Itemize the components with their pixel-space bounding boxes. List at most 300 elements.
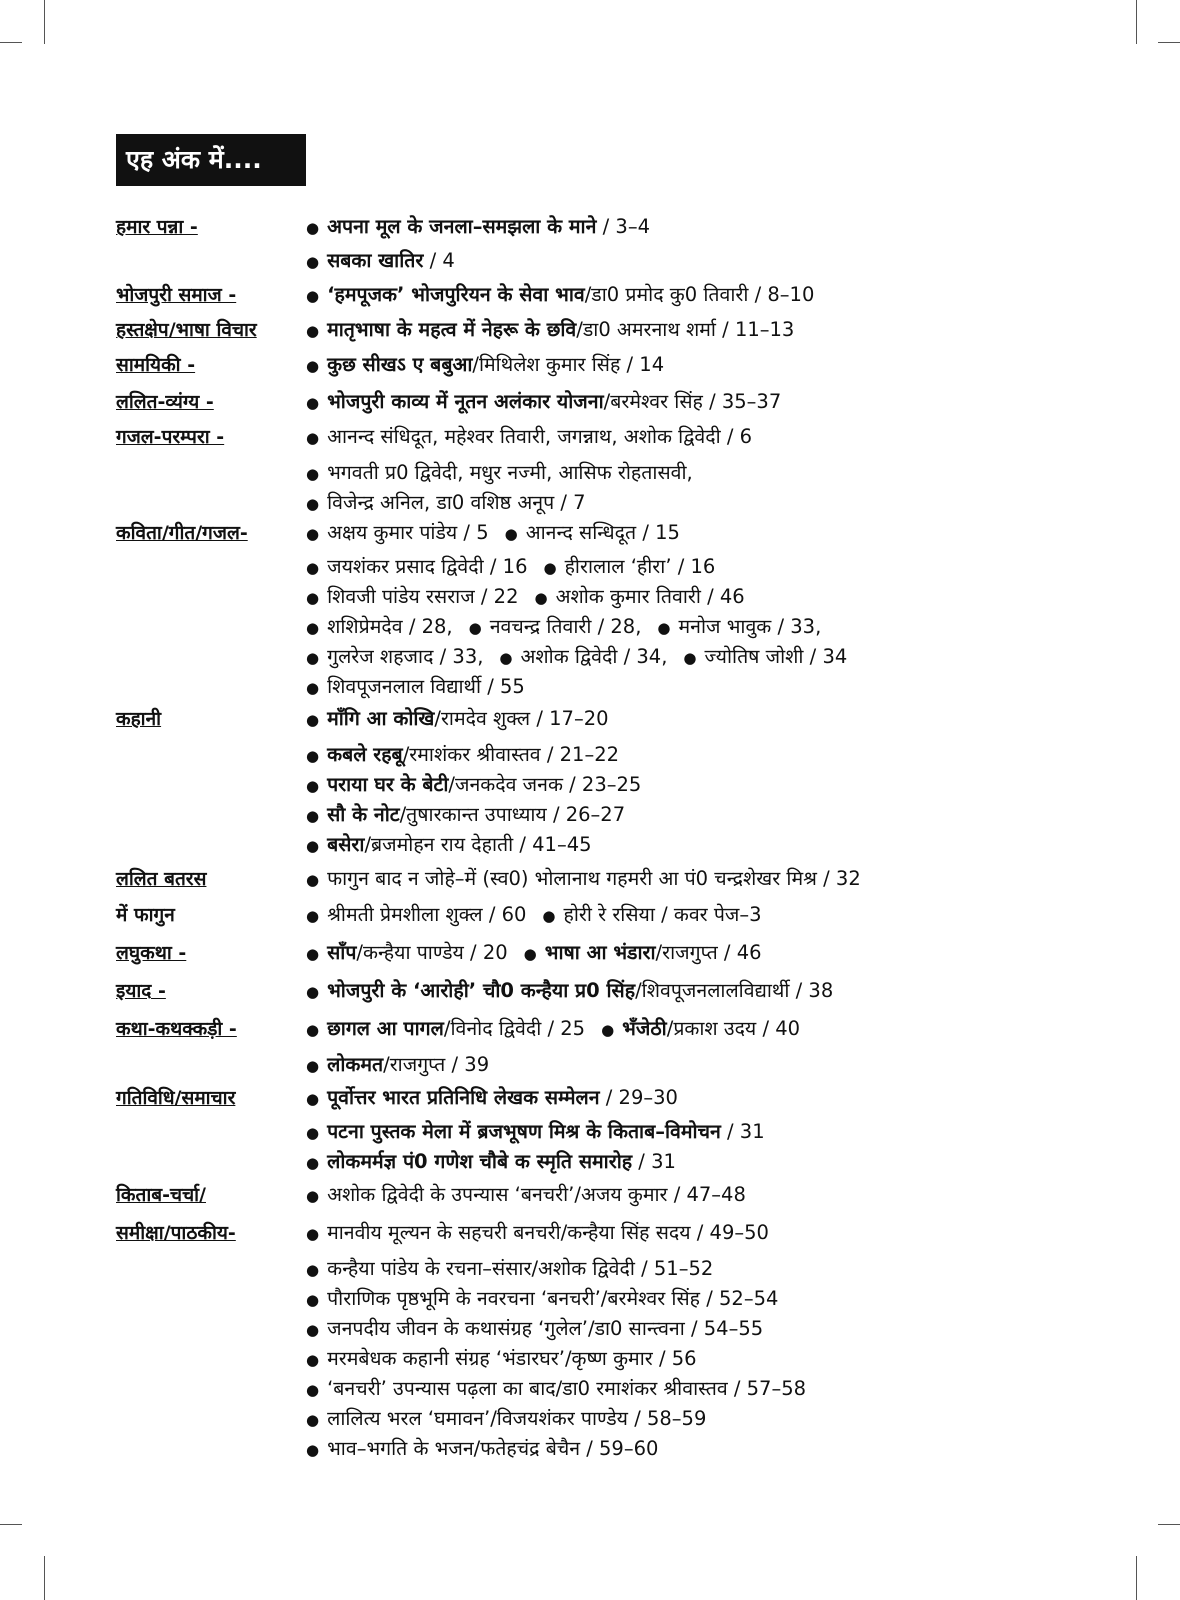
separator: / <box>356 941 363 964</box>
toc-row <box>0 1404 1180 1434</box>
separator: / <box>771 615 791 638</box>
separator: / <box>635 979 642 1002</box>
bullet-icon: ● <box>306 679 320 697</box>
bullet-icon: ● <box>306 1441 320 1459</box>
entry-title: शशिप्रेमदेव <box>327 615 403 638</box>
separator: / <box>591 615 611 638</box>
bullet-icon: ● <box>306 559 320 577</box>
bullet-icon: ● <box>306 357 320 375</box>
entry-pages: 16 <box>690 555 716 578</box>
entry-title: साँप <box>327 941 357 964</box>
entry-title: भँजेठी <box>622 1017 667 1040</box>
entry-author: फतेहचंद्र बेचैन <box>480 1437 581 1460</box>
toc-entries <box>306 976 833 1007</box>
toc-row <box>0 612 1180 642</box>
entry-title: कुछ सीखऽ ए बबुआ <box>327 353 473 376</box>
entry-pages: 31 <box>739 1120 765 1143</box>
entry-pages: 56 <box>671 1347 697 1370</box>
separator: / <box>700 1287 719 1310</box>
toc-entries <box>306 1314 763 1345</box>
entry-title: श्रीमती प्रेमशीला शुक्ल <box>327 903 483 926</box>
toc-row <box>0 1083 1180 1113</box>
entry-title: पूर्वोत्तर भारत प्रतिनिधि लेखक सम्मेलन <box>327 1086 600 1109</box>
bullet-icon: ● <box>306 1225 320 1243</box>
separator: / <box>402 743 410 766</box>
separator: / <box>463 941 483 964</box>
entry-title: सबका खातिर <box>327 249 424 272</box>
entry-author: बरमेश्वर सिंह <box>607 1287 701 1310</box>
separator: / <box>443 1017 451 1040</box>
bullet-icon: ● <box>601 1021 615 1039</box>
toc-entries <box>306 938 762 969</box>
toc-entry <box>527 555 715 578</box>
entry-author: विनोद द्विवेदी <box>450 1017 542 1040</box>
bullet-icon: ● <box>306 429 320 447</box>
bullet-icon: ● <box>306 1261 320 1279</box>
bullet-icon: ● <box>657 619 671 637</box>
bullet-icon: ● <box>306 945 320 963</box>
bullet-icon: ● <box>306 1057 320 1075</box>
separator: / <box>562 773 582 796</box>
entry-author: रामदेव शुक्ल <box>440 707 531 730</box>
section-category: भोजपुरी समाज - <box>116 284 237 306</box>
toc-entries <box>306 315 794 346</box>
bullet-icon: ● <box>306 394 320 412</box>
entry-author: तुषारकान्त उपाध्याय <box>406 803 547 826</box>
entry-pages: 14 <box>639 353 665 376</box>
toc-entry <box>306 425 752 448</box>
toc-row <box>0 672 1180 702</box>
entry-pages: 32 <box>835 867 861 890</box>
toc-entry <box>585 1017 800 1040</box>
toc-entries <box>306 387 781 418</box>
separator: / <box>690 1221 710 1244</box>
toc-entries <box>306 612 821 643</box>
entry-title: भगवती प्र0 द्विवेदी, मधुर नज्मी, आसिफ रोहतासवी, <box>327 461 693 484</box>
entry-title: फागुन बाद न जोहे–में (स्व0) भोलानाथ गहमरी आ पं0 चन्द्रशेखर मिश्र <box>327 867 817 890</box>
entry-pages: 46 <box>736 941 762 964</box>
toc-row <box>0 246 1180 276</box>
toc-entry <box>306 585 518 608</box>
entry-pages: 31 <box>651 1150 676 1173</box>
separator: / <box>717 941 737 964</box>
entry-pages: 33, <box>790 615 822 638</box>
separator: / <box>816 867 836 890</box>
toc-entry <box>306 1221 769 1244</box>
separator: / <box>667 1183 687 1206</box>
toc-entry <box>306 1183 746 1206</box>
toc-row <box>0 582 1180 612</box>
separator: / <box>402 615 422 638</box>
entry-pages: 3–4 <box>615 215 650 238</box>
entry-author: अशोक द्विवेदी <box>538 1257 635 1280</box>
toc-row <box>0 1014 1180 1044</box>
bullet-icon: ● <box>306 871 320 889</box>
toc-entry <box>306 941 508 964</box>
bullet-icon: ● <box>306 465 320 483</box>
separator: / <box>584 283 592 306</box>
toc-entries <box>306 350 664 381</box>
toc-entries <box>306 800 625 831</box>
toc-entries <box>306 422 752 453</box>
entry-title: हीरालाल ‘हीरा’ <box>564 555 672 578</box>
entry-title: ज्योतिष जोशी <box>704 645 804 668</box>
toc-row <box>0 900 1180 930</box>
bullet-icon: ● <box>306 1187 320 1205</box>
entry-author: डा0 प्रमोद कु0 तिवारी <box>591 283 749 306</box>
entry-pages: 5 <box>476 521 489 544</box>
entry-pages: 17–20 <box>549 707 609 730</box>
bullet-icon: ● <box>306 1381 320 1399</box>
toc-row <box>0 830 1180 860</box>
toc-entry <box>306 645 483 668</box>
section-category: कविता/गीत/गजल- <box>116 522 248 544</box>
entry-pages: 23–25 <box>581 773 642 796</box>
toc-row <box>0 422 1180 452</box>
toc-entries <box>306 1050 489 1081</box>
toc-entry <box>306 353 664 376</box>
entry-title: नवचन्द्र तिवारी <box>489 615 592 638</box>
bullet-icon: ● <box>306 1021 320 1039</box>
bullet-icon: ● <box>306 1154 320 1172</box>
separator: / <box>789 979 809 1002</box>
separator: / <box>700 585 720 608</box>
toc-entry <box>306 707 609 730</box>
entry-title: भाव–भगति के भजन <box>327 1437 474 1460</box>
toc-entry <box>306 833 592 856</box>
entry-author: डा0 सान्त्वना <box>594 1317 685 1340</box>
toc-entry <box>306 521 489 544</box>
entry-author: डा0 अमरनाथ शर्मा <box>582 318 716 341</box>
toc-entry <box>306 1257 713 1280</box>
entry-pages: 52–54 <box>719 1287 779 1310</box>
toc-entry <box>526 903 761 926</box>
bullet-icon: ● <box>306 1351 320 1369</box>
toc-entries <box>306 246 455 277</box>
toc-entry <box>306 743 619 766</box>
separator: / <box>803 645 823 668</box>
toc-row <box>0 1284 1180 1314</box>
bullet-icon: ● <box>306 619 320 637</box>
bullet-icon: ● <box>306 287 320 305</box>
entry-title: सौ के नोट <box>327 803 400 826</box>
entry-pages: 35–37 <box>721 390 782 413</box>
separator: / <box>541 1017 561 1040</box>
entry-title: मनोज भावुक <box>678 615 772 638</box>
entry-title: भाषा आ भंडारा <box>544 941 656 964</box>
entry-pages: 47–48 <box>686 1183 746 1206</box>
separator: / <box>632 1150 652 1173</box>
entry-pages: 55 <box>500 675 525 698</box>
separator: / <box>530 707 550 730</box>
toc-entries <box>306 1014 800 1045</box>
separator: / <box>727 1377 747 1400</box>
separator: / <box>481 675 501 698</box>
entry-title: विजेन्द्र अनिल, डा0 वशिष्ठ अनूप <box>327 491 555 514</box>
separator: / <box>364 833 372 856</box>
entry-author: बरमेश्वर सिंह <box>610 390 703 413</box>
entry-title: बसेरा <box>327 833 365 856</box>
separator: / <box>423 249 443 272</box>
toc-row <box>0 518 1180 548</box>
entry-pages: 49–50 <box>709 1221 769 1244</box>
toc-row <box>0 212 1180 242</box>
separator: / <box>490 1407 497 1430</box>
separator: / <box>555 1377 563 1400</box>
bullet-icon: ● <box>306 589 320 607</box>
bullet-icon: ● <box>543 559 557 577</box>
toc-entry <box>306 491 586 514</box>
toc-entry <box>306 283 814 306</box>
bullet-icon: ● <box>306 525 320 543</box>
toc-entries <box>306 1083 678 1114</box>
entry-author: ब्रजमोहन राय देहाती <box>371 833 514 856</box>
toc-row <box>0 1314 1180 1344</box>
section-category: कथा-कथक्कड़ी - <box>116 1018 237 1040</box>
entry-pages: 54–55 <box>703 1317 764 1340</box>
toc-row <box>0 387 1180 417</box>
toc-row <box>0 1254 1180 1284</box>
toc-row <box>0 1147 1180 1177</box>
section-category: हस्तक्षेप/भाषा विचार <box>116 319 257 341</box>
toc-row <box>0 770 1180 800</box>
entry-title: भोजपुरी के ‘आरोही’ चौ0 कन्हैया प्र0 सिंह <box>327 979 636 1002</box>
entry-pages: 22 <box>493 585 519 608</box>
entry-pages: 8–10 <box>767 283 815 306</box>
separator: / <box>620 353 640 376</box>
toc-entry <box>306 773 641 796</box>
bullet-icon: ● <box>306 1090 320 1108</box>
separator: / <box>636 521 656 544</box>
entry-author: डा0 रमाशंकर श्रीवास्तव <box>562 1377 728 1400</box>
toc-entry <box>306 675 525 698</box>
separator: / <box>655 941 663 964</box>
separator: / <box>564 1347 572 1370</box>
separator: / <box>472 353 479 376</box>
entry-author: कन्हैया सिंह सदय <box>567 1221 691 1244</box>
bullet-icon: ● <box>306 807 320 825</box>
toc-entries <box>306 672 525 703</box>
bullet-icon: ● <box>499 649 513 667</box>
separator: / <box>617 645 637 668</box>
separator: / <box>628 1407 647 1430</box>
separator: / <box>599 1086 619 1109</box>
toc-entries <box>306 458 693 489</box>
section-category: समीक्षा/पाठकीय- <box>116 1222 236 1244</box>
entry-pages: 41–45 <box>532 833 592 856</box>
entry-title: ‘हमपूजक’ भोजपुरियन के सेवा भाव <box>327 283 585 306</box>
toc-entries <box>306 1117 765 1148</box>
toc-entry <box>489 521 680 544</box>
toc-entry <box>306 1317 763 1340</box>
toc-entry <box>453 615 642 638</box>
separator: / <box>576 318 583 341</box>
toc-entry <box>306 979 833 1002</box>
toc-entries <box>306 1344 697 1375</box>
bullet-icon: ● <box>542 907 556 925</box>
bullet-icon: ● <box>306 1291 320 1309</box>
toc-row <box>0 740 1180 770</box>
toc-row <box>0 1050 1180 1080</box>
separator: / <box>554 491 574 514</box>
separator: / <box>546 803 566 826</box>
entry-title: गुलरेज शहजाद <box>327 645 434 668</box>
toc-entry <box>306 1377 806 1400</box>
bullet-icon: ● <box>306 983 320 1001</box>
separator: / <box>399 803 407 826</box>
entry-title: पटना पुस्तक मेला में ब्रजभूषण मिश्र के किताब–विमोचन <box>327 1120 721 1143</box>
entry-author: विजयशंकर पाण्डेय <box>496 1407 628 1430</box>
toc-entries <box>306 1404 706 1435</box>
entry-pages: 34 <box>822 645 848 668</box>
entry-title: अशोक द्विवेदी के उपन्यास ‘बनचरी’ <box>327 1183 575 1206</box>
toc-entry <box>306 318 794 341</box>
bullet-icon: ● <box>504 525 518 543</box>
separator: / <box>560 1221 568 1244</box>
entry-title: शिवपूजनलाल विद्यार्थी <box>327 675 482 698</box>
toc-entry <box>306 1287 778 1310</box>
entry-title: आनन्द सन्धिदूत <box>525 521 637 544</box>
toc-entry <box>306 1120 765 1143</box>
toc-entries <box>306 900 762 931</box>
entry-title: माँगि आ कोखि <box>327 707 435 730</box>
toc-row <box>0 350 1180 380</box>
separator: / <box>654 903 674 926</box>
bullet-icon: ● <box>306 1411 320 1429</box>
toc-entries <box>306 1434 658 1465</box>
section-category: किताब-चर्चा/ <box>116 1184 206 1206</box>
separator: / <box>702 390 722 413</box>
entry-title: आनन्द संधिदूत, महेश्वर तिवारी, जगन्नाथ, अशोक द्विवेदी <box>327 425 721 448</box>
toc-entries <box>306 280 814 311</box>
entry-pages: 46 <box>719 585 745 608</box>
entry-pages: 21–22 <box>559 743 620 766</box>
entry-pages: 60 <box>501 903 527 926</box>
entry-pages: 4 <box>442 249 455 272</box>
toc-entries <box>306 1284 778 1315</box>
separator: / <box>634 1257 654 1280</box>
toc-entry <box>641 615 821 638</box>
toc-entries <box>306 552 715 583</box>
bullet-icon: ● <box>306 907 320 925</box>
entry-pages: 51–52 <box>653 1257 714 1280</box>
toc-entries <box>306 582 745 613</box>
toc-row <box>0 315 1180 345</box>
bullet-icon: ● <box>534 589 548 607</box>
toc-entry <box>306 1347 697 1370</box>
entry-pages: 34, <box>636 645 668 668</box>
entry-pages: 25 <box>560 1017 586 1040</box>
toc-entry <box>306 1407 706 1430</box>
section-category: गतिविधि/समाचार <box>116 1087 236 1109</box>
bullet-icon: ● <box>306 747 320 765</box>
entry-pages: 33, <box>452 645 484 668</box>
toc-entry <box>483 645 667 668</box>
entry-pages: 15 <box>655 521 680 544</box>
entry-author: शिवपूजनलालविद्यार्थी <box>641 979 790 1002</box>
entry-title: पराया घर के बेटी <box>327 773 449 796</box>
bullet-icon: ● <box>523 945 537 963</box>
entry-title: शिवजी पांडेय रसराज <box>327 585 475 608</box>
separator: / <box>574 1183 581 1206</box>
separator: / <box>603 390 611 413</box>
separator: / <box>720 425 740 448</box>
toc-entry <box>306 390 781 413</box>
section-category: ललित-व्यंग्य - <box>116 391 214 413</box>
separator: / <box>482 903 502 926</box>
separator: / <box>531 1257 539 1280</box>
bullet-icon: ● <box>306 777 320 795</box>
toc-row <box>0 1180 1180 1210</box>
entry-title: मातृभाषा के महत्व में नेहरू के छवि <box>327 318 577 341</box>
entry-author: मिथिलेश कुमार सिंह <box>478 353 621 376</box>
toc-row <box>0 864 1180 894</box>
toc-entry <box>306 867 861 890</box>
section-category: सामयिकी - <box>116 354 196 376</box>
toc-entries <box>306 488 586 519</box>
bullet-icon: ● <box>306 1124 320 1142</box>
entry-pages: कवर पेज–3 <box>673 903 762 926</box>
bullet-icon: ● <box>306 253 320 271</box>
entry-title: होरी रे रसिया <box>563 903 655 926</box>
entry-pages: 28, <box>610 615 642 638</box>
toc-row <box>0 1218 1180 1248</box>
toc-entry <box>306 215 650 238</box>
bullet-icon: ● <box>306 649 320 667</box>
toc-row <box>0 642 1180 672</box>
entry-pages: 26–27 <box>565 803 626 826</box>
toc-entries <box>306 1180 746 1211</box>
toc-row <box>0 488 1180 518</box>
separator: / <box>748 283 768 306</box>
entry-pages: 59–60 <box>599 1437 659 1460</box>
toc-entry <box>667 645 847 668</box>
toc-entry <box>306 1437 658 1460</box>
entry-title: मानवीय मूल्यन के सहचरी बनचरी <box>327 1221 561 1244</box>
toc-entries <box>306 864 861 895</box>
bullet-icon: ● <box>306 219 320 237</box>
entry-title: जनपदीय जीवन के कथासंग्रह ‘गुलेल’ <box>327 1317 588 1340</box>
entry-pages: 11–13 <box>734 318 795 341</box>
toc-entries <box>306 1147 676 1178</box>
separator: / <box>666 1017 674 1040</box>
entry-title: कन्हैया पांडेय के रचना–संसार <box>327 1257 532 1280</box>
entry-title: कबले रहबू <box>327 743 403 766</box>
entry-pages: 38 <box>808 979 834 1002</box>
separator: / <box>600 1287 608 1310</box>
entry-pages: 29–30 <box>618 1086 678 1109</box>
toc-row <box>0 1374 1180 1404</box>
entry-title: लालित्य भरल ‘घमावन’ <box>327 1407 491 1430</box>
bullet-icon: ● <box>468 619 482 637</box>
toc-row <box>0 704 1180 734</box>
toc-entries <box>306 642 847 673</box>
separator: / <box>445 1053 465 1076</box>
separator: / <box>715 318 735 341</box>
entry-title: जयशंकर प्रसाद द्विवेदी <box>327 555 484 578</box>
separator: / <box>684 1317 704 1340</box>
entry-title: अपना मूल के जनला–समझला के माने <box>327 215 597 238</box>
entry-title: लोकमत <box>327 1053 384 1076</box>
section-category: गजल-परम्परा - <box>116 426 225 448</box>
entry-title: लोकमर्मज्ञ पं0 गणेश चौबे क स्मृति समारोह <box>327 1150 633 1173</box>
entry-title: भोजपुरी काव्य में नूतन अलंकार योजना <box>327 390 604 413</box>
section-category: में फागुन <box>116 904 175 926</box>
entry-author: कन्हैया पाण्डेय <box>362 941 464 964</box>
toc-entry <box>306 803 625 826</box>
entry-pages: 40 <box>775 1017 801 1040</box>
entry-pages: 16 <box>502 555 528 578</box>
